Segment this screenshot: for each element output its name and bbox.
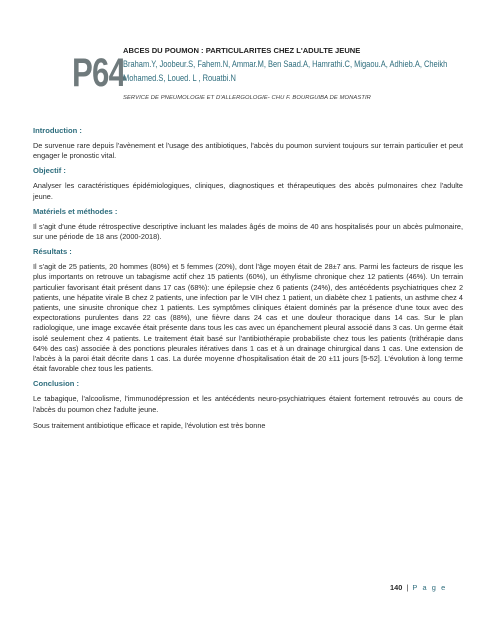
- section-heading: Résultats :: [33, 247, 72, 257]
- section-text: Analyser les caractéristiques épidémiologiques, cliniques, diagnostiques et thérapeutiques des abcès pulmonaires chez l'adulte jeune.: [33, 181, 463, 201]
- section-text: De survenue rare depuis l'avènement et l'usage des antibiotiques, l'abcès du poumon survient toujours sur terrain particulier et peut engager le pronostic vital.: [33, 141, 463, 161]
- section-conclusion: [33, 379, 463, 431]
- header-text-block: [123, 46, 453, 102]
- footer-separator: |: [406, 583, 409, 592]
- section-heading: Conclusion :: [33, 379, 79, 389]
- abstract-code: P64: [72, 51, 126, 95]
- section-text: Il s'agit de 25 patients, 20 hommes (80%) et 5 femmes (20%), dont l'âge moyen était de 28±7 ans. Parmi les facteurs de risque les plus importants on retrouve un tabagisme actif chez 15 patients (60%), un éthylisme chronique chez 12 patients (46%). Un terrain particulier favorisant était présent dans 17 cas (68%): une épilepsie chez 6 patients (24%), des antécédents psychiatriques chez 2 patients, une hépatite virale B chez 2 patients, une infection par le VIH chez 1 patient, un diabète chez 1 patients, un asthme chez 4 patients, une sinusite chronique chez 1 patients. Les symptômes cliniques étaient dominés par la présence d'une toux avec des expectorations purulentes dans 22 cas (88%), une fièvre dans 24 cas et une douleur thoracique dans 14 cas. Sur le plan radiologique, une image excavée était présente dans tous les cas avec un épanchement pleural associé dans 3 cas. Un germe était isolé seulement chez 4 patients. Le traitement était basé sur l'antibiothérapie probabiliste chez tous les patients (trithérapie dans 64% des cas) associée à des ponctions pleurales itératives dans 1 cas et à un drainage chirurgical dans 1 cas. Une extension de l'abcès à la paroi était décrite dans 1 cas. La durée moyenne d'hospitalisation était de 20 ±11 jours [5-52]. L'évolution à long terme était favorable chez tous les patients.: [33, 262, 463, 374]
- section-methodes: [33, 207, 463, 242]
- section-heading: Objectif :: [33, 166, 66, 176]
- section-heading: Introduction :: [33, 126, 82, 135]
- section-introduction: [33, 126, 463, 161]
- abstract-title: ABCES DU POUMON : PARTICULARITES CHEZ L'ADULTE JEUNE: [123, 46, 361, 55]
- section-text-secondary: Sous traitement antibiotique efficace et rapide, l'évolution est très bonne: [33, 420, 266, 430]
- page-word: P a g e: [412, 583, 447, 592]
- section-objectif: [33, 166, 463, 201]
- section-text: Il s'agit d'une étude rétrospective descriptive incluant les malades âgés de moins de 40 ans hospitalisés pour un abcès pulmonaire, sur une période de 18 ans (2000-2018).: [33, 221, 463, 242]
- author-list: Braham.Y, Joobeur.S, Fahem.N, Ammar.M, Ben Saad.A, Hamrathi.C, Migaou.A, Adhieb.A, Cheikh Mohamed.S, Loued. L , Rouatbi.N: [123, 59, 448, 84]
- abstract-body: [33, 126, 463, 436]
- abstract-header: [72, 42, 452, 112]
- section-resultats: [33, 247, 463, 374]
- section-heading: Matériels et méthodes :: [33, 206, 118, 216]
- section-text: Le tabagique, l'alcoolisme, l'immunodépression et les antécédents neuro-psychiatriques étaient fortement retrouvés au cours de l'abcès du poumon chez l'adulte jeune.: [33, 394, 463, 414]
- page-number: 140: [390, 583, 403, 592]
- page-footer: [390, 583, 447, 593]
- affiliation: SERVICE DE PNEUMOLOGIE ET D'ALLERGOLOGIE- CHU F. BOURGUIBA DE MONASTIR: [123, 95, 371, 101]
